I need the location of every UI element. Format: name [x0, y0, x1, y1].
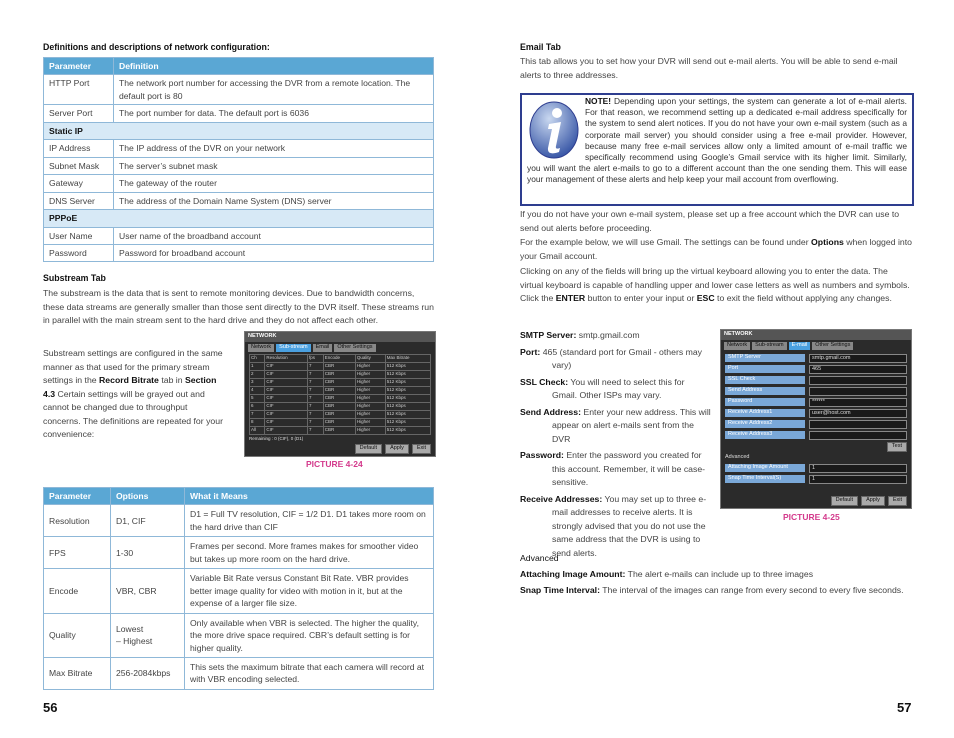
text-bold: Options	[811, 237, 844, 247]
setting-select[interactable]: Higher	[355, 386, 385, 394]
definition-cell: The port number for data. The default port is 6036	[114, 105, 434, 122]
table-row	[44, 75, 434, 105]
options-cell: Lowest – Highest	[111, 613, 185, 657]
table-row	[44, 175, 434, 192]
picture-caption: PICTURE 4-24	[306, 459, 363, 469]
snap-row	[725, 475, 907, 484]
definition-cell: The gateway of the router	[114, 175, 434, 192]
field-input[interactable]	[809, 420, 907, 429]
remaining-text: Remaining : 0 (CIF), 0 (D1)	[249, 435, 304, 441]
field-input[interactable]: user@host.com	[809, 409, 907, 418]
icon-spacer	[527, 96, 585, 162]
advanced-row	[725, 454, 907, 462]
apply-button[interactable]: Apply	[861, 496, 885, 506]
email-field-row	[725, 420, 907, 429]
setting-text: Enter the password you created for this account. Remember, it will be case-sensitive.	[552, 450, 706, 487]
table-row	[44, 105, 434, 122]
field-label: Receive Address1	[725, 409, 805, 417]
channel-cell: 3	[250, 378, 265, 386]
channel-cell: 5	[250, 394, 265, 402]
parameter-cell: User Name	[44, 227, 114, 244]
setting-select[interactable]: CBR	[323, 370, 355, 378]
grid-header: Ch	[250, 354, 265, 362]
field-label: Receive Address3	[725, 431, 805, 439]
setting-select[interactable]: 7	[307, 402, 323, 410]
channel-cell: 7	[250, 410, 265, 418]
table-row	[44, 505, 434, 537]
grid-row	[250, 402, 431, 410]
grid-row	[250, 378, 431, 386]
text: For the example below, we will use Gmail. The settings can be found under	[520, 237, 812, 247]
field-label: Port	[725, 365, 805, 373]
field-label: Send Address	[725, 387, 805, 395]
screenshot-title: NETWORK	[245, 332, 435, 342]
setting-select[interactable]: CBR	[323, 362, 355, 370]
field-input[interactable]	[809, 431, 907, 440]
text: Certain settings will be grayed out and cannot be changed due to throughput concerns. The definitions are repeated for your convenience:	[43, 388, 223, 439]
options-cell: 1-30	[111, 537, 185, 569]
substream-heading: Substream Tab	[43, 273, 106, 283]
text-bold: Snap Time Interval:	[520, 585, 600, 595]
keyboard-paragraph	[520, 265, 912, 306]
text: to exit the field without applying any changes.	[714, 293, 892, 303]
text-bold: Record Bitrate	[99, 375, 159, 385]
parameter-cell: FPS	[44, 537, 111, 569]
parameter-cell: IP Address	[44, 140, 114, 157]
setting-name: Port:	[520, 346, 541, 357]
setting-select[interactable]: CIF	[265, 386, 308, 394]
email-field-row	[725, 376, 907, 385]
setting-select[interactable]: 7	[307, 370, 323, 378]
channel-cell: 6	[250, 402, 265, 410]
tab-sub-stream[interactable]: Sub-stream	[276, 344, 310, 352]
tab-sub-stream[interactable]: Sub-stream	[752, 342, 786, 350]
email-fields	[721, 354, 911, 440]
gmail-options-paragraph	[520, 236, 912, 263]
section-label: Static IP	[44, 122, 434, 139]
apply-button[interactable]: Apply	[385, 444, 409, 454]
definition-cell: The address of the Domain Name System (DNS) server	[114, 192, 434, 209]
default-button[interactable]: Default	[355, 444, 382, 454]
text: The alert e-mails can include up to three images	[625, 569, 814, 579]
setting-text: You will need to select this for Gmail. Other ISPs may vary.	[552, 376, 685, 400]
meaning-cell: Frames per second. More frames makes for smoother video but takes up more room on the hard drive.	[185, 537, 434, 569]
attaching-image-paragraph	[520, 568, 912, 582]
setting-select[interactable]: CIF	[265, 394, 308, 402]
parameter-cell: Password	[44, 244, 114, 261]
setting-select[interactable]: 7	[307, 378, 323, 386]
setting-select[interactable]: Higher	[355, 378, 385, 386]
definition-cell: The network port number for accessing the DVR from a remote location. The default port is 80	[114, 75, 434, 105]
channel-cell: 2	[250, 370, 265, 378]
default-button[interactable]: Default	[831, 496, 858, 506]
field-label: Attaching Image Amount	[725, 464, 805, 472]
network-definitions-heading: Definitions and descriptions of network configuration:	[43, 42, 270, 52]
exit-button[interactable]: Exit	[888, 496, 907, 506]
setting-select[interactable]: 512 Kbps	[385, 362, 430, 370]
setting-description	[520, 449, 712, 490]
setting-text: Enter your new address. This will appear on alert e-mails sent from the DVR	[552, 406, 711, 444]
email-settings-list	[520, 329, 712, 563]
email-intro: This tab allows you to set how your DVR will send out e-mail alerts. You will be able to send e-mail alerts to three addresses.	[520, 56, 898, 80]
grid-header: Max Bitrate	[385, 354, 430, 362]
advanced-label: Advanced	[725, 453, 750, 460]
tab-email[interactable]: Email	[313, 344, 333, 352]
table-header: Parameter	[44, 488, 111, 505]
attach-row	[725, 464, 907, 473]
setting-description	[520, 329, 712, 343]
screenshot-tabs	[721, 340, 911, 352]
setting-select[interactable]: CBR	[323, 410, 355, 418]
parameter-cell: Quality	[44, 613, 111, 657]
text: The interval of the images can range from every second to every five seconds.	[599, 585, 904, 595]
options-cell: VBR, CBR	[111, 569, 185, 613]
exit-button[interactable]: Exit	[412, 444, 431, 454]
setting-select[interactable]: CIF	[265, 418, 308, 426]
substream-grid	[249, 354, 431, 435]
setting-select[interactable]: 7	[307, 426, 323, 434]
table-row	[44, 140, 434, 157]
field-input[interactable]: smtp.gmail.com	[809, 354, 907, 363]
setting-name: SSL Check:	[520, 376, 569, 387]
field-input[interactable]: ******	[809, 398, 907, 407]
setting-select[interactable]: 7	[307, 410, 323, 418]
channel-cell: 1	[250, 362, 265, 370]
setting-select[interactable]: 7	[307, 394, 323, 402]
substream-settings-paragraph	[43, 347, 223, 442]
table-row	[44, 227, 434, 244]
grid-row	[250, 418, 431, 426]
setting-select[interactable]: Higher	[355, 402, 385, 410]
meaning-cell: D1 = Full TV resolution, CIF = 1/2 D1. D1 takes more room on the hard drive than CIF	[185, 505, 434, 537]
setting-select[interactable]: 512 Kbps	[385, 410, 430, 418]
note-box	[520, 93, 914, 206]
setting-select[interactable]: CBR	[323, 426, 355, 434]
email-tab-heading: Email Tab	[520, 42, 561, 52]
table-row	[44, 537, 434, 569]
note-label: NOTE!	[585, 96, 612, 106]
field-input[interactable]	[809, 376, 907, 385]
grid-row	[250, 370, 431, 378]
options-cell: 256-2084kbps	[111, 657, 185, 689]
meaning-cell: This sets the maximum bitrate that each camera will record at with VBR encoding selected.	[185, 657, 434, 689]
email-screenshot	[720, 329, 912, 509]
grid-header: Encode	[323, 354, 355, 362]
table-row	[44, 192, 434, 209]
test-row	[725, 442, 907, 452]
parameter-cell: Resolution	[44, 505, 111, 537]
substream-screenshot	[244, 331, 436, 457]
parameter-cell: HTTP Port	[44, 75, 114, 105]
note-text	[527, 96, 907, 186]
screenshot-buttons	[828, 496, 907, 506]
definition-cell: Password for broadband account	[114, 244, 434, 261]
parameter-cell: Gateway	[44, 175, 114, 192]
field-label: SMTP Server	[725, 354, 805, 362]
table-row	[44, 244, 434, 261]
parameter-cell: Encode	[44, 569, 111, 613]
table-row	[44, 210, 434, 227]
setting-select[interactable]: 7	[307, 362, 323, 370]
setting-select[interactable]: 512 Kbps	[385, 402, 430, 410]
page-number-left: 56	[43, 700, 58, 715]
snap-interval-paragraph	[520, 584, 912, 598]
setting-name: Send Address:	[520, 406, 581, 417]
setting-description	[520, 406, 712, 447]
setting-select[interactable]: Higher	[355, 410, 385, 418]
substream-options-table	[43, 487, 434, 690]
setting-select[interactable]: 7	[307, 386, 323, 394]
gmail-setup-paragraph: If you do not have your own e-mail system, please set up a free account which the DVR can use to send out alerts before proceeding.	[520, 209, 900, 233]
channel-cell: 4	[250, 386, 265, 394]
grid-row	[250, 394, 431, 402]
grid-row	[250, 362, 431, 370]
table-row	[44, 613, 434, 657]
definition-cell: User name of the broadband account	[114, 227, 434, 244]
setting-select[interactable]: Higher	[355, 418, 385, 426]
setting-select[interactable]: CBR	[323, 402, 355, 410]
definition-cell: The IP address of the DVR on your network	[114, 140, 434, 157]
all-label: All	[250, 426, 265, 434]
setting-select[interactable]: CIF	[265, 410, 308, 418]
setting-select[interactable]: Higher	[355, 370, 385, 378]
email-field-row	[725, 354, 907, 363]
screenshot-buttons	[352, 444, 431, 454]
meaning-cell: Variable Bit Rate versus Constant Bit Rate. VBR provides better image quality for video with motion in it, but at the expense of a larger file size.	[185, 569, 434, 613]
options-cell: D1, CIF	[111, 505, 185, 537]
setting-description	[520, 493, 712, 561]
setting-text: You may set up to three e-mail addresses to receive alerts. It is strongly advised that you do not use the same address that the DVR is using to send alerts.	[552, 493, 707, 558]
text-bold: ESC	[696, 293, 715, 303]
parameter-cell: DNS Server	[44, 192, 114, 209]
meaning-cell: Only available when VBR is selected. The higher the quality, the more drive space required. CBR’s default setting is for higher quality.	[185, 613, 434, 657]
setting-select[interactable]: 512 Kbps	[385, 378, 430, 386]
setting-select[interactable]: 512 Kbps	[385, 386, 430, 394]
snap-interval-select[interactable]: 1	[809, 475, 907, 484]
field-label: SSL Check	[725, 376, 805, 384]
email-field-row	[725, 365, 907, 374]
table-header: Parameter	[44, 58, 114, 75]
channel-cell: 8	[250, 418, 265, 426]
text: button to enter your input or	[585, 293, 697, 303]
setting-name: SMTP Server:	[520, 330, 577, 340]
text: when logged into your Gmail account.	[520, 237, 912, 261]
table-row	[44, 657, 434, 689]
setting-text: smtp.gmail.com	[576, 330, 640, 340]
setting-select[interactable]: 7	[307, 418, 323, 426]
setting-text: 465 (standard port for Gmail - others may vary)	[540, 346, 703, 370]
attach-amount-select[interactable]: 1	[809, 464, 907, 473]
setting-select[interactable]: CBR	[323, 378, 355, 386]
email-field-row	[725, 431, 907, 440]
text-bold: Section 4.3	[43, 375, 217, 399]
text: Substream settings are configured in the same manner as that used for the primary stream settings in the	[43, 348, 223, 385]
table-row	[44, 569, 434, 613]
grid-header: fps	[307, 354, 323, 362]
table-header: Definition	[114, 58, 434, 75]
setting-select[interactable]: CIF	[265, 362, 308, 370]
table-header: What it Means	[185, 488, 434, 505]
grid-row	[250, 410, 431, 418]
network-definitions-table	[43, 57, 434, 262]
grid-header: Resolution	[265, 354, 308, 362]
parameter-cell: Max Bitrate	[44, 657, 111, 689]
setting-select[interactable]: CIF	[265, 370, 308, 378]
email-field-row	[725, 387, 907, 396]
setting-select[interactable]: CBR	[323, 386, 355, 394]
parameter-cell: Subnet Mask	[44, 157, 114, 174]
setting-description	[520, 346, 712, 373]
setting-description	[520, 376, 712, 403]
setting-name: Password:	[520, 450, 564, 460]
parameter-cell: Server Port	[44, 105, 114, 122]
setting-select[interactable]: 512 Kbps	[385, 394, 430, 402]
screenshot-title: NETWORK	[721, 330, 911, 340]
setting-select[interactable]: 512 Kbps	[385, 426, 430, 434]
setting-select[interactable]: Higher	[355, 394, 385, 402]
setting-select[interactable]: 512 Kbps	[385, 418, 430, 426]
grid-row-all	[250, 426, 431, 434]
setting-select[interactable]: Higher	[355, 362, 385, 370]
advanced-label: Advanced	[520, 553, 559, 563]
text-bold: ENTER	[555, 293, 586, 303]
table-header: Options	[111, 488, 185, 505]
tab-other-settings[interactable]: Other Settings	[334, 344, 375, 352]
setting-select[interactable]: CBR	[323, 394, 355, 402]
test-button[interactable]: Test	[887, 442, 907, 452]
substream-paragraph: The substream is the data that is sent to remote monitoring devices. Due to bandwidth concerns, these data streams are generally smaller than those sent directly to the DVR itself. These streams run in parallel with the main stream sent to the hard drive and they do not affect each other.	[43, 288, 434, 325]
picture-caption: PICTURE 4-25	[783, 512, 840, 522]
table-row	[44, 122, 434, 139]
setting-name: Receive Addresses:	[520, 493, 603, 504]
note-body: Depending upon your settings, the system can generate a lot of e-mail alerts. For that reason, we recommend setting up a dedicated e-mail address specifically for the system to send alert notices. If you do not have your own e-mail system (such as a corporate mail server) you should consider using a free e-mail provider. However, because many free e-mail services allow only a limited amount of e-mail traffic we specifically recommend using Google’s Gmail service with its higher limit. Similarly, you will want the alert e-mails to go to a different account than the one sending them. This will ease your management of these alerts and help keep your mail account from overflowing.	[527, 96, 907, 185]
setting-select[interactable]: CIF	[265, 426, 308, 434]
field-label: Receive Address2	[725, 420, 805, 428]
text: tab in	[158, 375, 185, 385]
setting-select[interactable]: CIF	[265, 402, 308, 410]
setting-select[interactable]: Higher	[355, 426, 385, 434]
field-label: Snap Time Interval(S)	[725, 475, 805, 483]
text-bold: Attaching Image Amount:	[520, 569, 626, 579]
setting-select[interactable]: 512 Kbps	[385, 370, 430, 378]
email-field-row	[725, 409, 907, 418]
grid-row	[250, 386, 431, 394]
email-field-row	[725, 398, 907, 407]
field-label: Password	[725, 398, 805, 406]
section-label: PPPoE	[44, 210, 434, 227]
setting-select[interactable]: CBR	[323, 418, 355, 426]
tab-network[interactable]: Network	[248, 344, 274, 352]
tab-network[interactable]: Network	[724, 342, 750, 350]
definition-cell: The server’s subnet mask	[114, 157, 434, 174]
table-row	[44, 157, 434, 174]
grid-header: Quality	[355, 354, 385, 362]
page-number-right: 57	[897, 700, 912, 715]
field-input[interactable]: 465	[809, 365, 907, 374]
text: Clicking on any of the fields will bring up the virtual keyboard allowing you to enter the data. The virtual keyboard is capable of handling upper and lower case letters as well as numbers and symbols. Click the	[520, 266, 910, 303]
setting-select[interactable]: CIF	[265, 378, 308, 386]
tab-email[interactable]: E-mail	[789, 342, 811, 350]
field-input[interactable]	[809, 387, 907, 396]
screenshot-tabs	[245, 342, 435, 354]
tab-other-settings[interactable]: Other Settings	[812, 342, 853, 350]
